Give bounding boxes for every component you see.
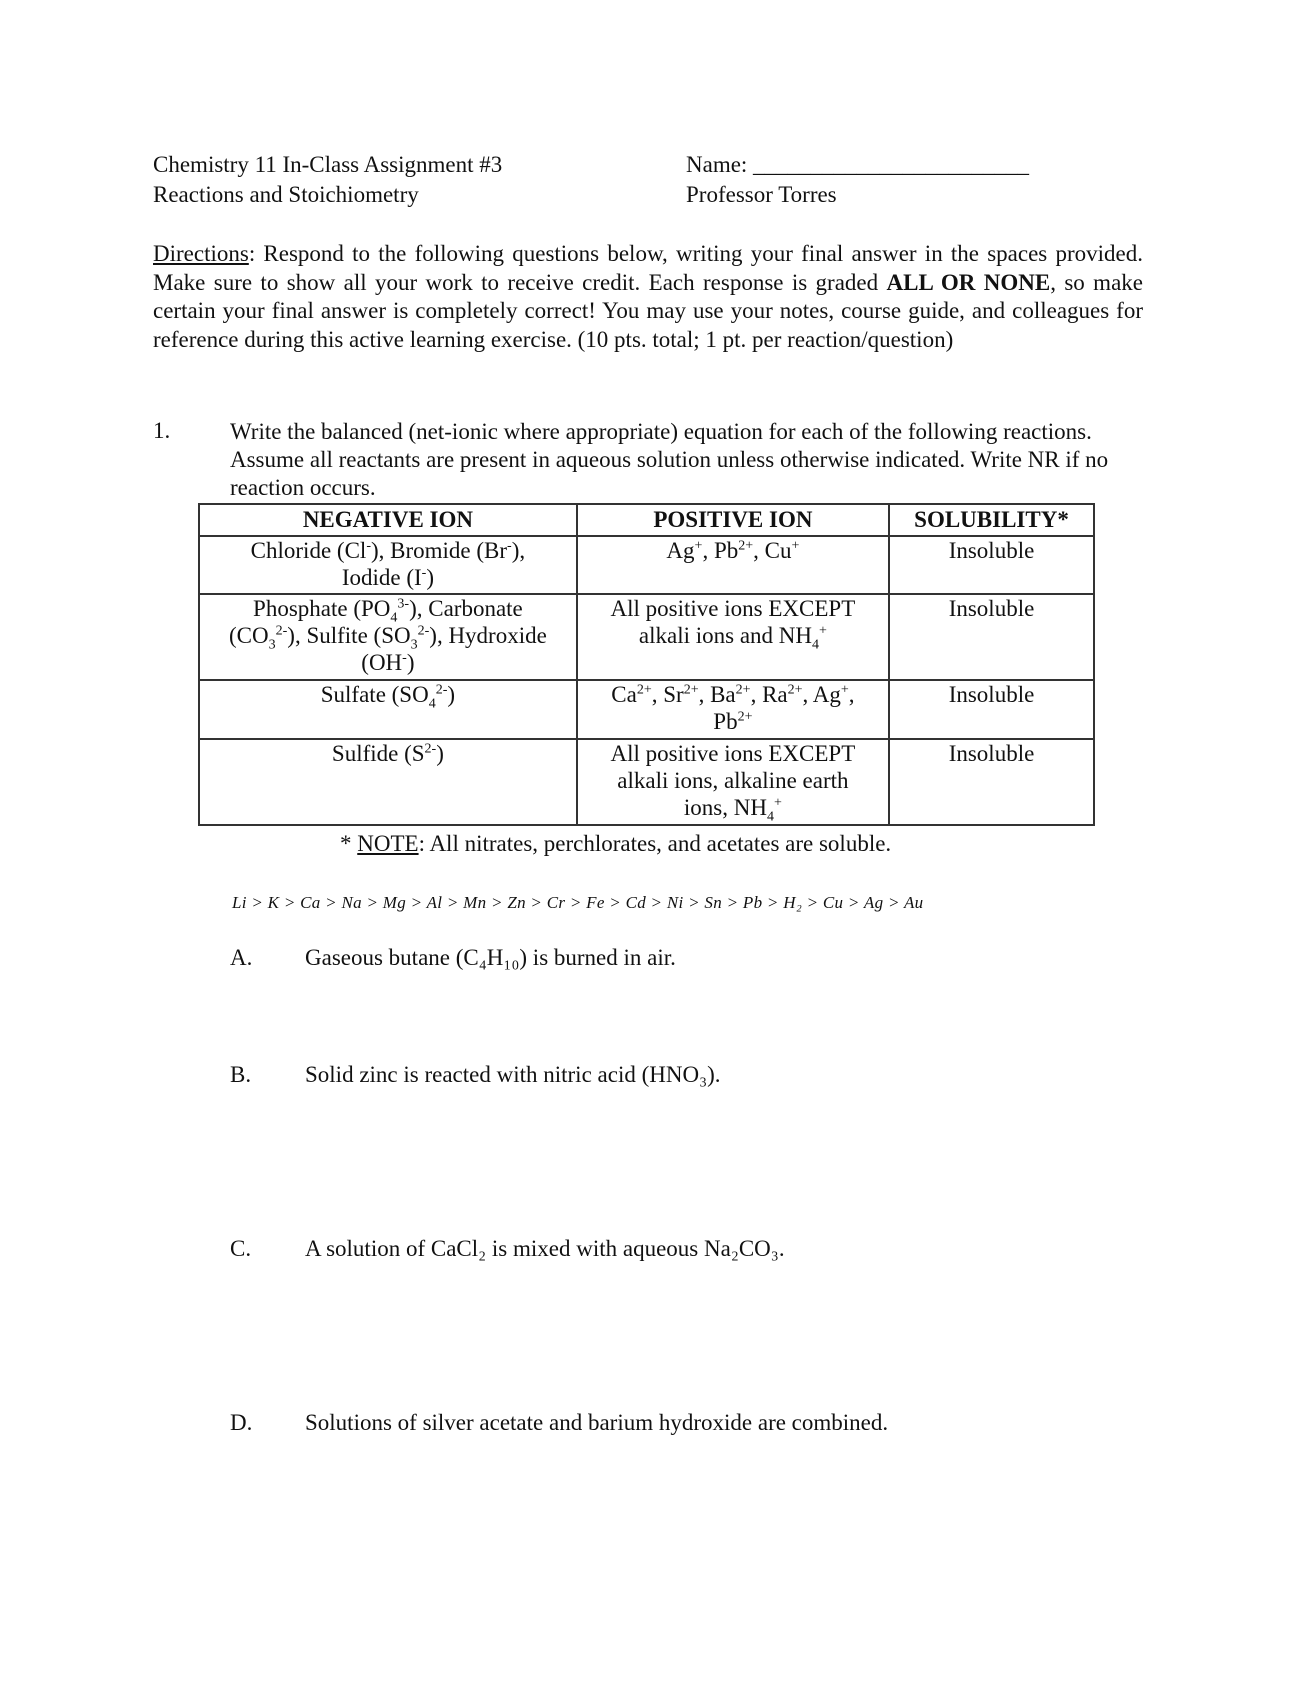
negative-ion-cell: Phosphate $(PO_4^{3-})$, Carbonate $(CO_3^{2-})$, Sulfite $(SO_3^{2-})$, Hydroxide (OH-): [199, 594, 577, 680]
table-row: [199, 739, 1094, 825]
note-label: NOTE: [357, 831, 419, 856]
assignment-subtitle: Reactions and Stoichiometry: [153, 182, 419, 207]
course-title: Chemistry 11 In-Class Assignment #3: [153, 152, 503, 177]
question-number: 1.: [153, 418, 171, 443]
part-c-letter: C.: [230, 1236, 252, 1261]
positive-ion-cell: $Ca^{2+}$, $Sr^{2+}$, $Ba^{2+}$, $Ra^{2+}$, Ag+, $Pb^{2+}$: [577, 680, 889, 739]
table-header-row: [199, 504, 1094, 536]
part-d-letter: D.: [230, 1410, 253, 1435]
negative-ion-cell: Chloride (Cl-), Bromide (Br-), Iodide (I-): [199, 536, 577, 594]
negative-ion-cell: Sulfide $(S^{2-})$: [199, 739, 577, 825]
solubility-cell: Insoluble: [889, 680, 1094, 739]
directions-text-2: , so make certain your final answer is completely correct! You may use your notes, course guide, and colleagues for reference during this active learning exercise. (10 pts. total; 1 pt. per reaction/question): [153, 269, 1143, 352]
solubility-cell: Insoluble: [889, 739, 1094, 825]
name-field-label: Name: ________________________: [686, 152, 1030, 177]
activity-series: Li > K > Ca > Na > Mg > Al > Mn > Zn > Cr > Fe > Cd > Ni > Sn > Pb > H₂ > Cu > Ag > Au: [232, 893, 924, 912]
part-b-text: Solid zinc is reacted with nitric acid (HNO₃).: [305, 1062, 721, 1087]
directions-label: Directions: [153, 241, 249, 266]
part-a-text: Gaseous butane (C₄H₁₀) is burned in air.: [305, 945, 676, 970]
part-d-text: Solutions of silver acetate and barium hydroxide are combined.: [305, 1410, 889, 1435]
table-row: [199, 680, 1094, 739]
solubility-note: [340, 831, 891, 857]
header-solubility: SOLUBILITY*: [889, 504, 1094, 536]
part-b-letter: B.: [230, 1062, 252, 1087]
header-positive-ion: POSITIVE ION: [577, 504, 889, 536]
part-c-text: A solution of CaCl₂ is mixed with aqueous Na₂CO₃.: [305, 1236, 785, 1261]
table-row: [199, 536, 1094, 594]
grading-emphasis: ALL OR NONE: [886, 269, 1051, 295]
note-star: *: [340, 831, 358, 856]
question-instructions: Write the balanced (net-ionic where appropriate) equation for each of the following reactions. Assume all reactants are present in aqueous solution unless otherwise indicated. Write NR if no reaction occurs.: [230, 419, 1109, 500]
professor-name: Professor Torres: [686, 182, 837, 207]
positive-ion-cell: All positive ions EXCEPT alkali ions, alkaline earth ions, $NH_4^+$: [577, 739, 889, 825]
solubility-table: [198, 503, 1095, 826]
solubility-cell: Insoluble: [889, 594, 1094, 680]
part-a-letter: A.: [230, 945, 253, 970]
table-row: [199, 594, 1094, 680]
directions-text-1: : Respond to the following questions below, writing your final answer in the spaces provided. Make sure to show all your work to receive credit. Each response is graded: [153, 241, 1143, 295]
positive-ion-cell: All positive ions EXCEPT alkali ions and $NH_4^+$: [577, 594, 889, 680]
solubility-cell: Insoluble: [889, 536, 1094, 594]
directions-paragraph: [153, 240, 1143, 354]
negative-ion-cell: Sulfate $(SO_4^{2-})$: [199, 680, 577, 739]
positive-ion-cell: Ag+, $Pb^{2+}$, Cu+: [577, 536, 889, 594]
header-negative-ion: NEGATIVE ION: [199, 504, 577, 536]
note-text: : All nitrates, perchlorates, and acetates are soluble.: [418, 831, 892, 856]
